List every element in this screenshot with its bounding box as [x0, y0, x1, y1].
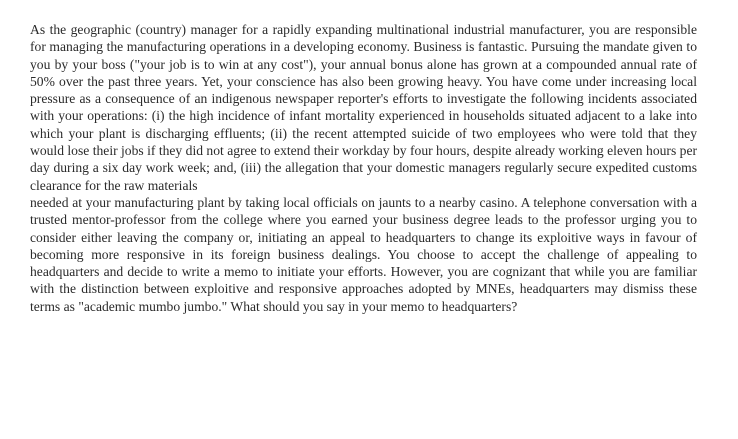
- case-paragraph-1: As the geographic (country) manager for a rapidly expanding multinational industrial manufacturer, you are responsible for managing the manufacturing operations in a developing economy. Business is fantastic. Pursuing the mandate given to you by your boss ("your job is to win at any cost"), your annual bonus alone has grown at a compounded annual rate of 50% over the past three years. Yet, your conscience has also been growing heavy. You have come under increasing local pressure as a consequence of an indigenous newspaper reporter's efforts to investigate the following incidents associated with your operations: (i) the high incidence of infant mortality experienced in households situated adjacent to a lake into which your plant is discharging effluents; (ii) the recent attempted suicide of two employees who were told that they would lose their jobs if they did not agree to extend their workday by four hours, despite already working eleven hours per day during a six day work week; and, (iii) the allegation that your domestic managers regularly secure expedited customs clearance for the raw materials: [30, 22, 697, 193]
- case-study-text: [30, 21, 697, 315]
- case-paragraph-2: needed at your manufacturing plant by taking local officials on jaunts to a nearby casino. A telephone conversation with a trusted mentor-professor from the college where you earned your business degree leads to the professor urging you to consider either leaving the company or, initiating an appeal to headquarters to change its exploitive ways in favour of becoming more responsive in its foreign business dealings. You choose to accept the challenge of appealing to headquarters and decide to write a memo to initiate your efforts. However, you are cognizant that while you are familiar with the distinction between exploitive and responsive approaches adopted by MNEs, headquarters may dismiss these terms as "academic mumbo jumbo." What should you say in your memo to headquarters?: [30, 194, 697, 314]
